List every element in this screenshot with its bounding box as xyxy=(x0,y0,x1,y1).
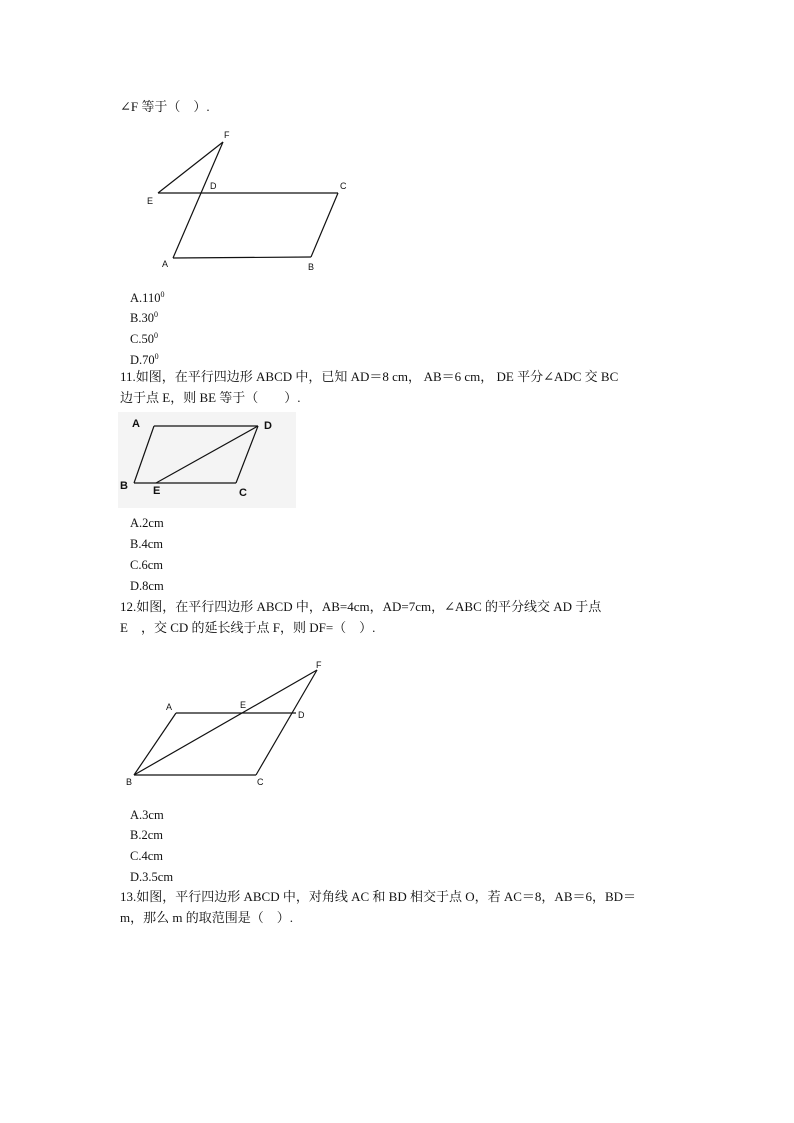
q12-label-f: F xyxy=(316,660,322,670)
q11-label-d: D xyxy=(264,420,272,432)
q10-figure xyxy=(140,125,390,275)
q10-label-f: F xyxy=(224,130,230,140)
q11-stem-line2: 边于点 E，则 BE 等于（ ）. xyxy=(120,390,301,405)
q10-option-a: A.110$^0$ xyxy=(130,290,165,305)
q12-option-c: C.4cm xyxy=(130,849,163,863)
q10-label-a: A xyxy=(162,259,169,269)
q12-label-a: A xyxy=(166,702,173,712)
q12-stem-line1: 12.如图，在平行四边形 ABCD 中，AB=4cm，AD=7cm，∠ABC 的平分线交 AD 于点 xyxy=(120,599,602,614)
q11-option-c: C.6cm xyxy=(130,558,163,572)
q11-figure xyxy=(118,412,296,508)
q10-label-d: D xyxy=(210,181,217,191)
q12-option-d: D.3.5cm xyxy=(130,870,174,884)
q11-label-a: A xyxy=(132,418,140,430)
q10-stem: ∠F 等于（ ）. xyxy=(120,99,210,114)
q10-label-e: E xyxy=(147,196,154,206)
q10-option-b: $B.30^0$ xyxy=(130,310,158,325)
q11-label-b: B xyxy=(120,480,128,492)
q12-label-b: B xyxy=(126,777,133,787)
q12-figure xyxy=(120,655,340,795)
q12-option-a: A.3cm xyxy=(130,808,164,822)
q12-label-e: E xyxy=(240,700,247,710)
q10-option-d: $D.70^0$ xyxy=(130,352,159,367)
q10-label-c: C xyxy=(340,181,347,191)
q10-option-c: $C.50^0$ xyxy=(130,331,158,346)
q11-label-e: E xyxy=(153,485,161,497)
q11-stem-line1: 11.如图，在平行四边形 ABCD 中，已知 AD＝8 cm， AB＝6 cm， DE 平分∠ADC 交 BC xyxy=(120,369,619,384)
q12-label-c: C xyxy=(257,777,264,787)
q11-option-d: D.8cm xyxy=(130,579,164,593)
q10-label-b: B xyxy=(308,262,315,272)
q13-stem-line2: m，那么 m 的取范围是（ ）. xyxy=(120,910,293,925)
q13-stem-line1: 13.如图，平行四边形 ABCD 中，对角线 AC 和 BD 相交于点 O，若 AC＝8，AB＝6，BD＝ xyxy=(120,889,637,904)
q11-option-a: A.2cm xyxy=(130,516,164,530)
q12-label-d: D xyxy=(298,710,305,720)
q12-option-b: B.2cm xyxy=(130,828,163,842)
q11-option-b: B.4cm xyxy=(130,537,163,551)
q11-label-c: C xyxy=(239,487,247,499)
q12-stem-line2: E ，交 CD 的延长线于点 F，则 DF=（ ）. xyxy=(120,620,376,635)
